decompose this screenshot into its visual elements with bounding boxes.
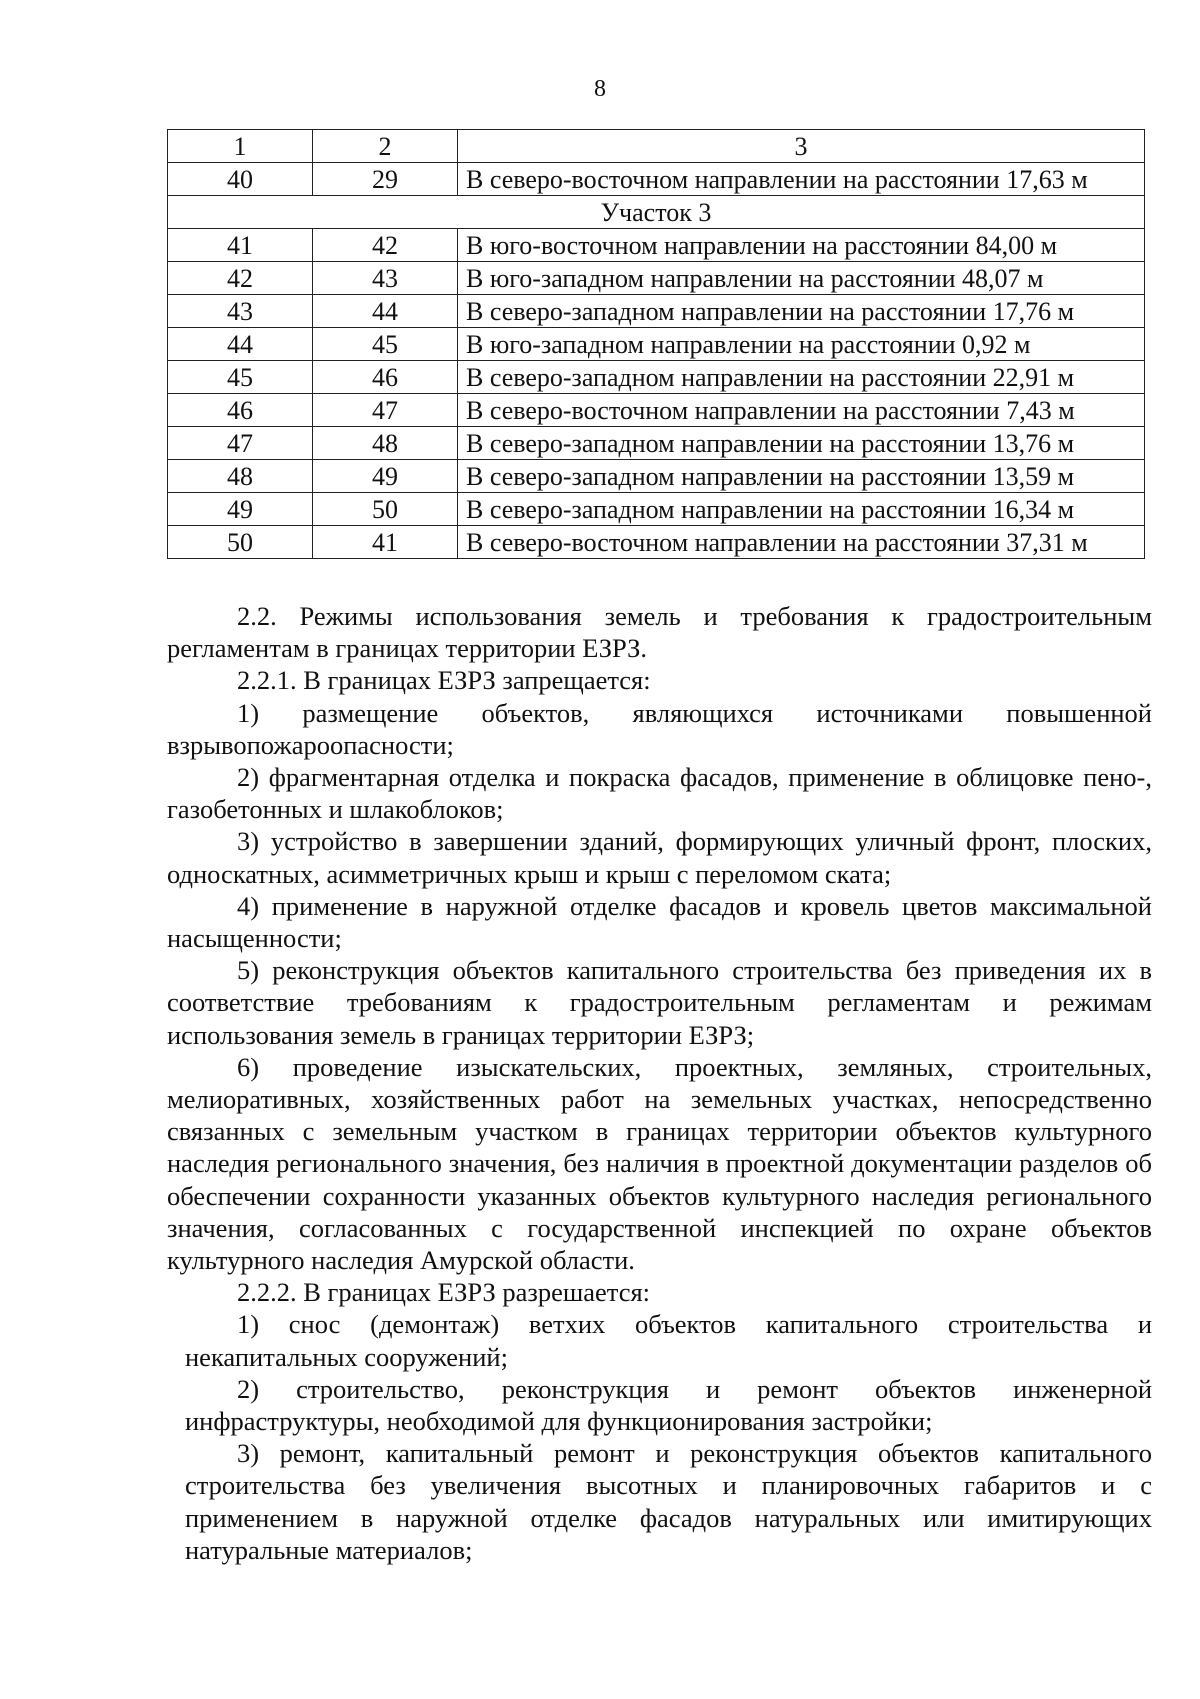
table-row <box>168 526 1145 559</box>
direction-description: В северо-западном направлении на расстоянии 16,34 м <box>458 493 1145 526</box>
header-col-2: 2 <box>313 130 458 163</box>
prohibition-item-5: 5) реконструкция объектов капитального строительства без приведения их в соответствие требованиям к градостроительным регламентам и режимам использования земель в границах территории ЕЗРЗ; <box>167 955 1152 1050</box>
table-row <box>168 229 1145 262</box>
page-number: 8 <box>594 76 606 102</box>
prohibition-item-3: 3) устройство в завершении зданий, формирующих уличный фронт, плоских, односкатных, асимметричных крыш и крыш с переломом ската; <box>167 826 1152 889</box>
point-to: 44 <box>313 295 458 328</box>
table-header-row <box>168 130 1145 163</box>
prohibition-item-2: 2) фрагментарная отделка и покраска фасадов, применение в облицовке пено-, газобетонных и шлакоблоков; <box>167 762 1152 825</box>
prohibition-item-4: 4) применение в наружной отделке фасадов и кровель цветов максимальной насыщенности; <box>167 890 1152 954</box>
point-from: 44 <box>168 328 313 361</box>
permission-item-3: 3) ремонт, капитальный ремонт и реконструкция объектов капитального строительства без увеличения высотных и планировочных габаритов и с применением в наружной отделке фасадов натуральных или имитирующих натуральные материалов; <box>185 1438 1152 1565</box>
point-from: 41 <box>168 229 313 262</box>
point-to: 41 <box>313 526 458 559</box>
point-from: 43 <box>168 295 313 328</box>
point-to: 47 <box>313 394 458 427</box>
table-row <box>168 163 1145 196</box>
point-to: 49 <box>313 460 458 493</box>
table-row <box>168 328 1145 361</box>
direction-description: В северо-западном направлении на расстоянии 22,91 м <box>458 361 1145 394</box>
table-row <box>168 427 1145 460</box>
permission-item-1: 1) снос (демонтаж) ветхих объектов капитального строительства и некапитальных сооружений; <box>185 1309 1152 1372</box>
point-from: 40 <box>168 163 313 196</box>
point-from: 49 <box>168 493 313 526</box>
table-row <box>168 295 1145 328</box>
table-row <box>168 460 1145 493</box>
prohibition-item-6: 6) проведение изыскательских, проектных, земляных, строительных, мелиоративных, хозяйственных работ на земельных участках, непосредственно связанных с земельным участком в границах территории объектов культурного наследия регионального значения, без наличия в проектной документации разделов об обеспечении сохранности указанных объектов культурного наследия регионального значения, согласованных с государственной инспекцией по охране объектов культурного наследия Амурской области. <box>167 1051 1152 1276</box>
point-from: 50 <box>168 526 313 559</box>
point-from: 45 <box>168 361 313 394</box>
section-label: Участок 3 <box>168 196 1145 229</box>
direction-description: В юго-западном направлении на расстоянии 48,07 м <box>458 262 1145 295</box>
point-from: 42 <box>168 262 313 295</box>
permission-item-2: 2) строительство, реконструкция и ремонт объектов инженерной инфраструктуры, необходимой для функционирования застройки; <box>185 1373 1152 1437</box>
direction-description: В северо-восточном направлении на расстоянии 37,31 м <box>458 526 1145 559</box>
direction-description: В северо-восточном направлении на расстоянии 17,63 м <box>458 163 1145 196</box>
direction-description: В северо-западном направлении на расстоянии 13,76 м <box>458 427 1145 460</box>
document-body <box>167 600 1152 1566</box>
point-from: 47 <box>168 427 313 460</box>
direction-description: В юго-восточном направлении на расстоянии 84,00 м <box>458 229 1145 262</box>
subsection-heading-2-2-1: 2.2.1. В границах ЕЗРЗ запрещается: <box>237 665 651 696</box>
header-col-3: 3 <box>458 130 1145 163</box>
point-to: 50 <box>313 493 458 526</box>
point-from: 48 <box>168 460 313 493</box>
prohibition-item-1: 1) размещение объектов, являющихся источниками повышенной взрывопожароопасности; <box>167 697 1152 760</box>
subsection-heading-2-2-2: 2.2.2. В границах ЕЗРЗ разрешается: <box>237 1277 651 1308</box>
point-to: 42 <box>313 229 458 262</box>
direction-description: В северо-восточном направлении на расстоянии 7,43 м <box>458 394 1145 427</box>
point-to: 45 <box>313 328 458 361</box>
table-row <box>168 394 1145 427</box>
section-row <box>168 196 1145 229</box>
direction-description: В северо-западном направлении на расстоянии 13,59 м <box>458 460 1145 493</box>
point-to: 46 <box>313 361 458 394</box>
table-row <box>168 361 1145 394</box>
point-to: 29 <box>313 163 458 196</box>
direction-description: В юго-западном направлении на расстоянии 0,92 м <box>458 328 1145 361</box>
point-to: 48 <box>313 427 458 460</box>
point-to: 43 <box>313 262 458 295</box>
direction-description: В северо-западном направлении на расстоянии 17,76 м <box>458 295 1145 328</box>
boundary-table <box>167 129 1145 559</box>
table-row <box>168 262 1145 295</box>
header-col-1: 1 <box>168 130 313 163</box>
point-from: 46 <box>168 394 313 427</box>
table-row <box>168 493 1145 526</box>
section-heading-2-2: 2.2. Режимы использования земель и требования к градостроительным регламентам в границах территории ЕЗРЗ. <box>167 601 1152 664</box>
